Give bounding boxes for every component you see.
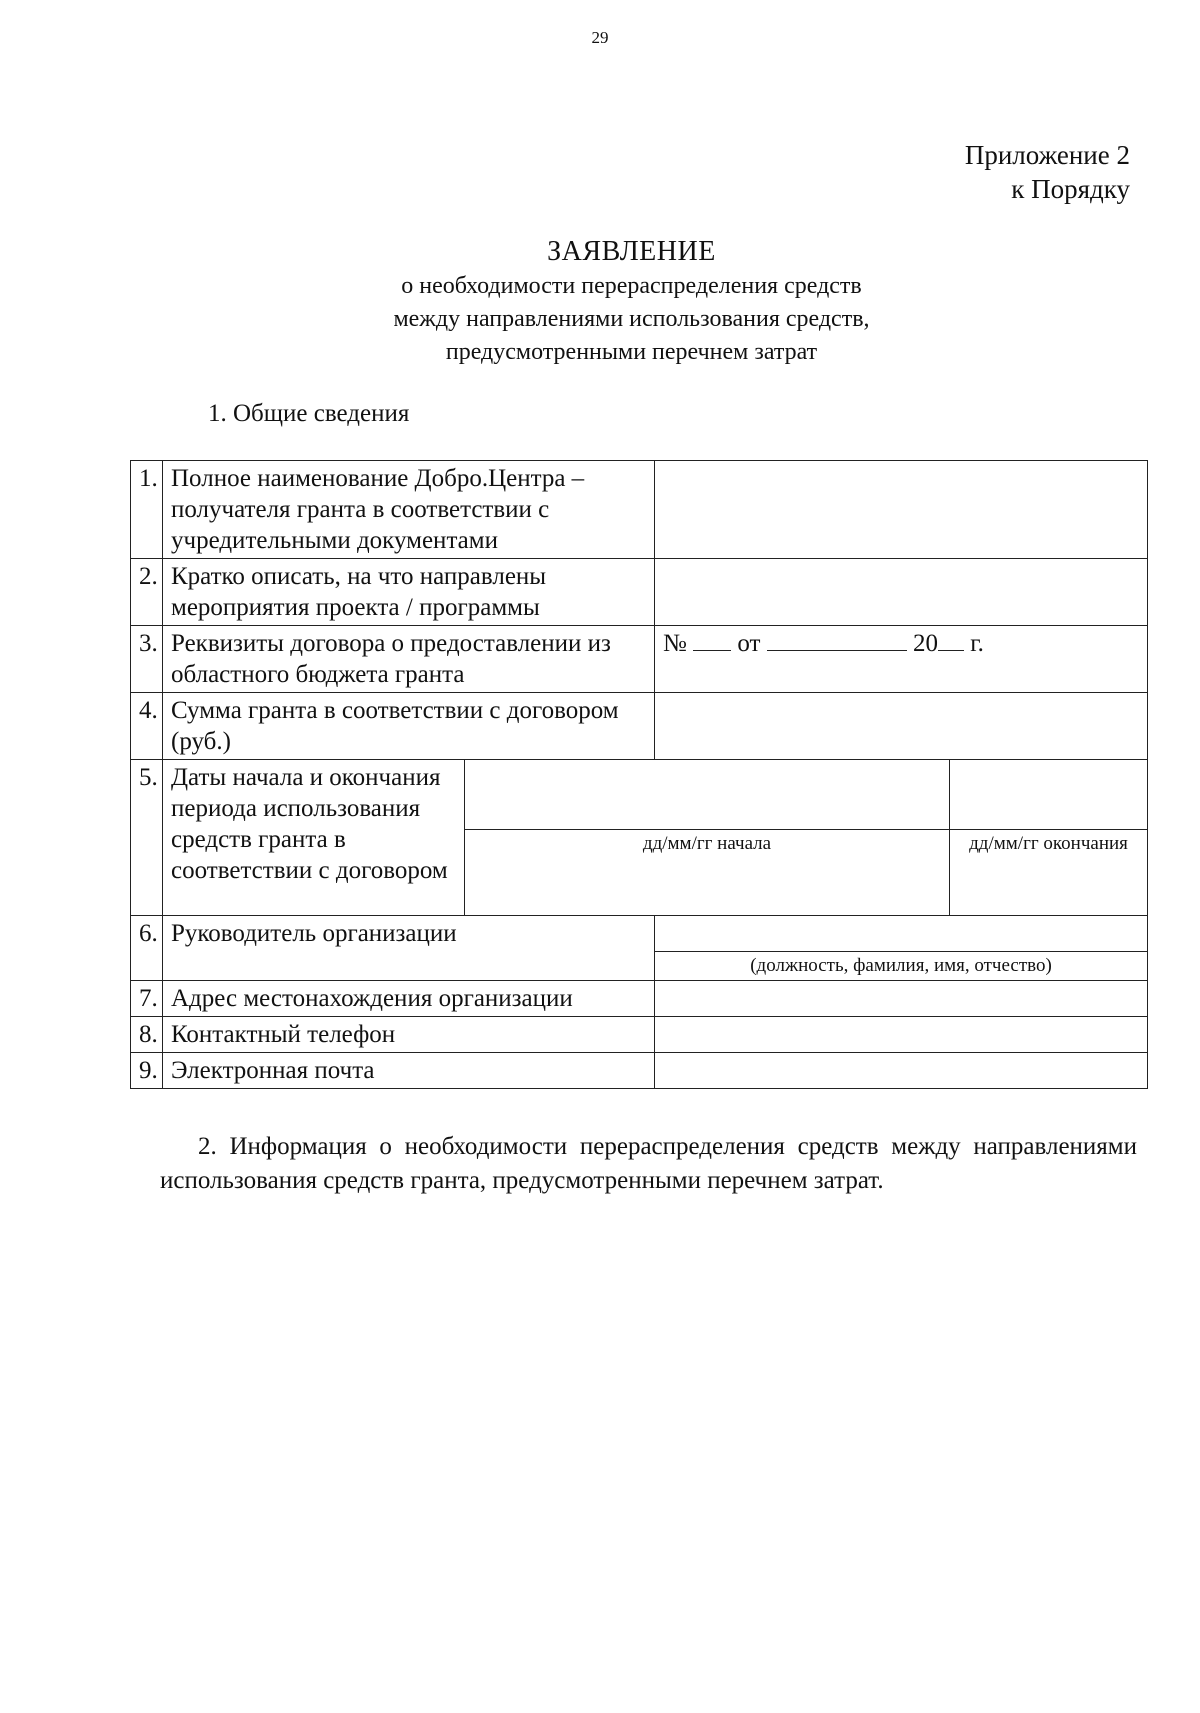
number-sign: №	[663, 630, 687, 657]
row-number: 3.	[131, 626, 163, 693]
row-label: Кратко описать, на что направлены мероприятия проекта / программы	[163, 559, 655, 626]
year-suffix: г.	[970, 630, 984, 657]
row-label: Контактный телефон	[163, 1017, 655, 1053]
contract-details-field[interactable]	[655, 626, 1148, 693]
document-title-block	[0, 234, 1200, 369]
email-field[interactable]	[655, 1053, 1148, 1089]
row-label: Сумма гранта в соответствии с договором (руб.)	[163, 693, 655, 760]
table-row	[131, 693, 1148, 760]
row-number: 6.	[131, 916, 163, 981]
document-title: ЗАЯВЛЕНИЕ	[547, 236, 716, 267]
address-field[interactable]	[655, 981, 1148, 1017]
general-info-table	[130, 460, 1148, 1089]
start-date-field[interactable]	[465, 760, 950, 830]
start-date-hint: дд/мм/гг начала	[465, 830, 950, 916]
document-subtitle-line-2: между направлениями использования средств,	[393, 306, 870, 332]
appendix-note	[965, 138, 1130, 206]
row-number: 7.	[131, 981, 163, 1017]
row-label: Адрес местонахождения организации	[163, 981, 655, 1017]
row-number: 2.	[131, 559, 163, 626]
head-name-hint: (должность, фамилия, имя, отчество)	[655, 952, 1148, 981]
document-subtitle-line-3: предусмотренными перечнем затрат	[445, 339, 818, 365]
org-name-field[interactable]	[655, 461, 1148, 559]
project-description-field[interactable]	[655, 559, 1148, 626]
row-label: Электронная почта	[163, 1053, 655, 1089]
section-1-heading: 1. Общие сведения	[208, 400, 410, 427]
grant-amount-field[interactable]	[655, 693, 1148, 760]
row-number: 8.	[131, 1017, 163, 1053]
table-row	[131, 559, 1148, 626]
row-label: Полное наименование Добро.Центра – получателя гранта в соответствии с учредительными документами	[163, 461, 655, 559]
table-row	[131, 916, 1148, 952]
row-label: Руководитель организации	[163, 916, 655, 981]
row-label: Даты начала и окончания периода использования средств гранта в соответствии с договором	[163, 760, 465, 916]
row-number: 4.	[131, 693, 163, 760]
phone-field[interactable]	[655, 1017, 1148, 1053]
row-number: 9.	[131, 1053, 163, 1089]
section-2-paragraph: 2. Информация о необходимости перераспределения средств между направлениями использования средств гранта, предусмотренными перечнем затрат.	[160, 1133, 1137, 1194]
table-row	[131, 760, 1148, 830]
table-row	[131, 981, 1148, 1017]
contract-date-blank[interactable]	[767, 628, 907, 651]
page-number: 29	[591, 28, 609, 47]
appendix-line-1: Приложение 2	[964, 140, 1130, 170]
from-label: от	[737, 630, 761, 657]
document-subtitle-line-1: о необходимости перераспределения средств	[401, 273, 862, 299]
table-row	[131, 1017, 1148, 1053]
row-label: Реквизиты договора о предоставлении из областного бюджета гранта	[163, 626, 655, 693]
table-row	[131, 626, 1148, 693]
row-number: 1.	[131, 461, 163, 559]
end-date-field[interactable]	[950, 760, 1148, 830]
contract-year-blank[interactable]	[938, 628, 964, 651]
table-row	[131, 461, 1148, 559]
row-number: 5.	[131, 760, 163, 916]
head-name-field[interactable]	[655, 916, 1148, 952]
end-date-hint: дд/мм/гг окончания	[950, 830, 1148, 916]
contract-number-blank[interactable]	[693, 628, 731, 651]
year-prefix: 20	[912, 630, 938, 657]
table-row	[131, 1053, 1148, 1089]
appendix-line-2: к Порядку	[1011, 174, 1130, 204]
